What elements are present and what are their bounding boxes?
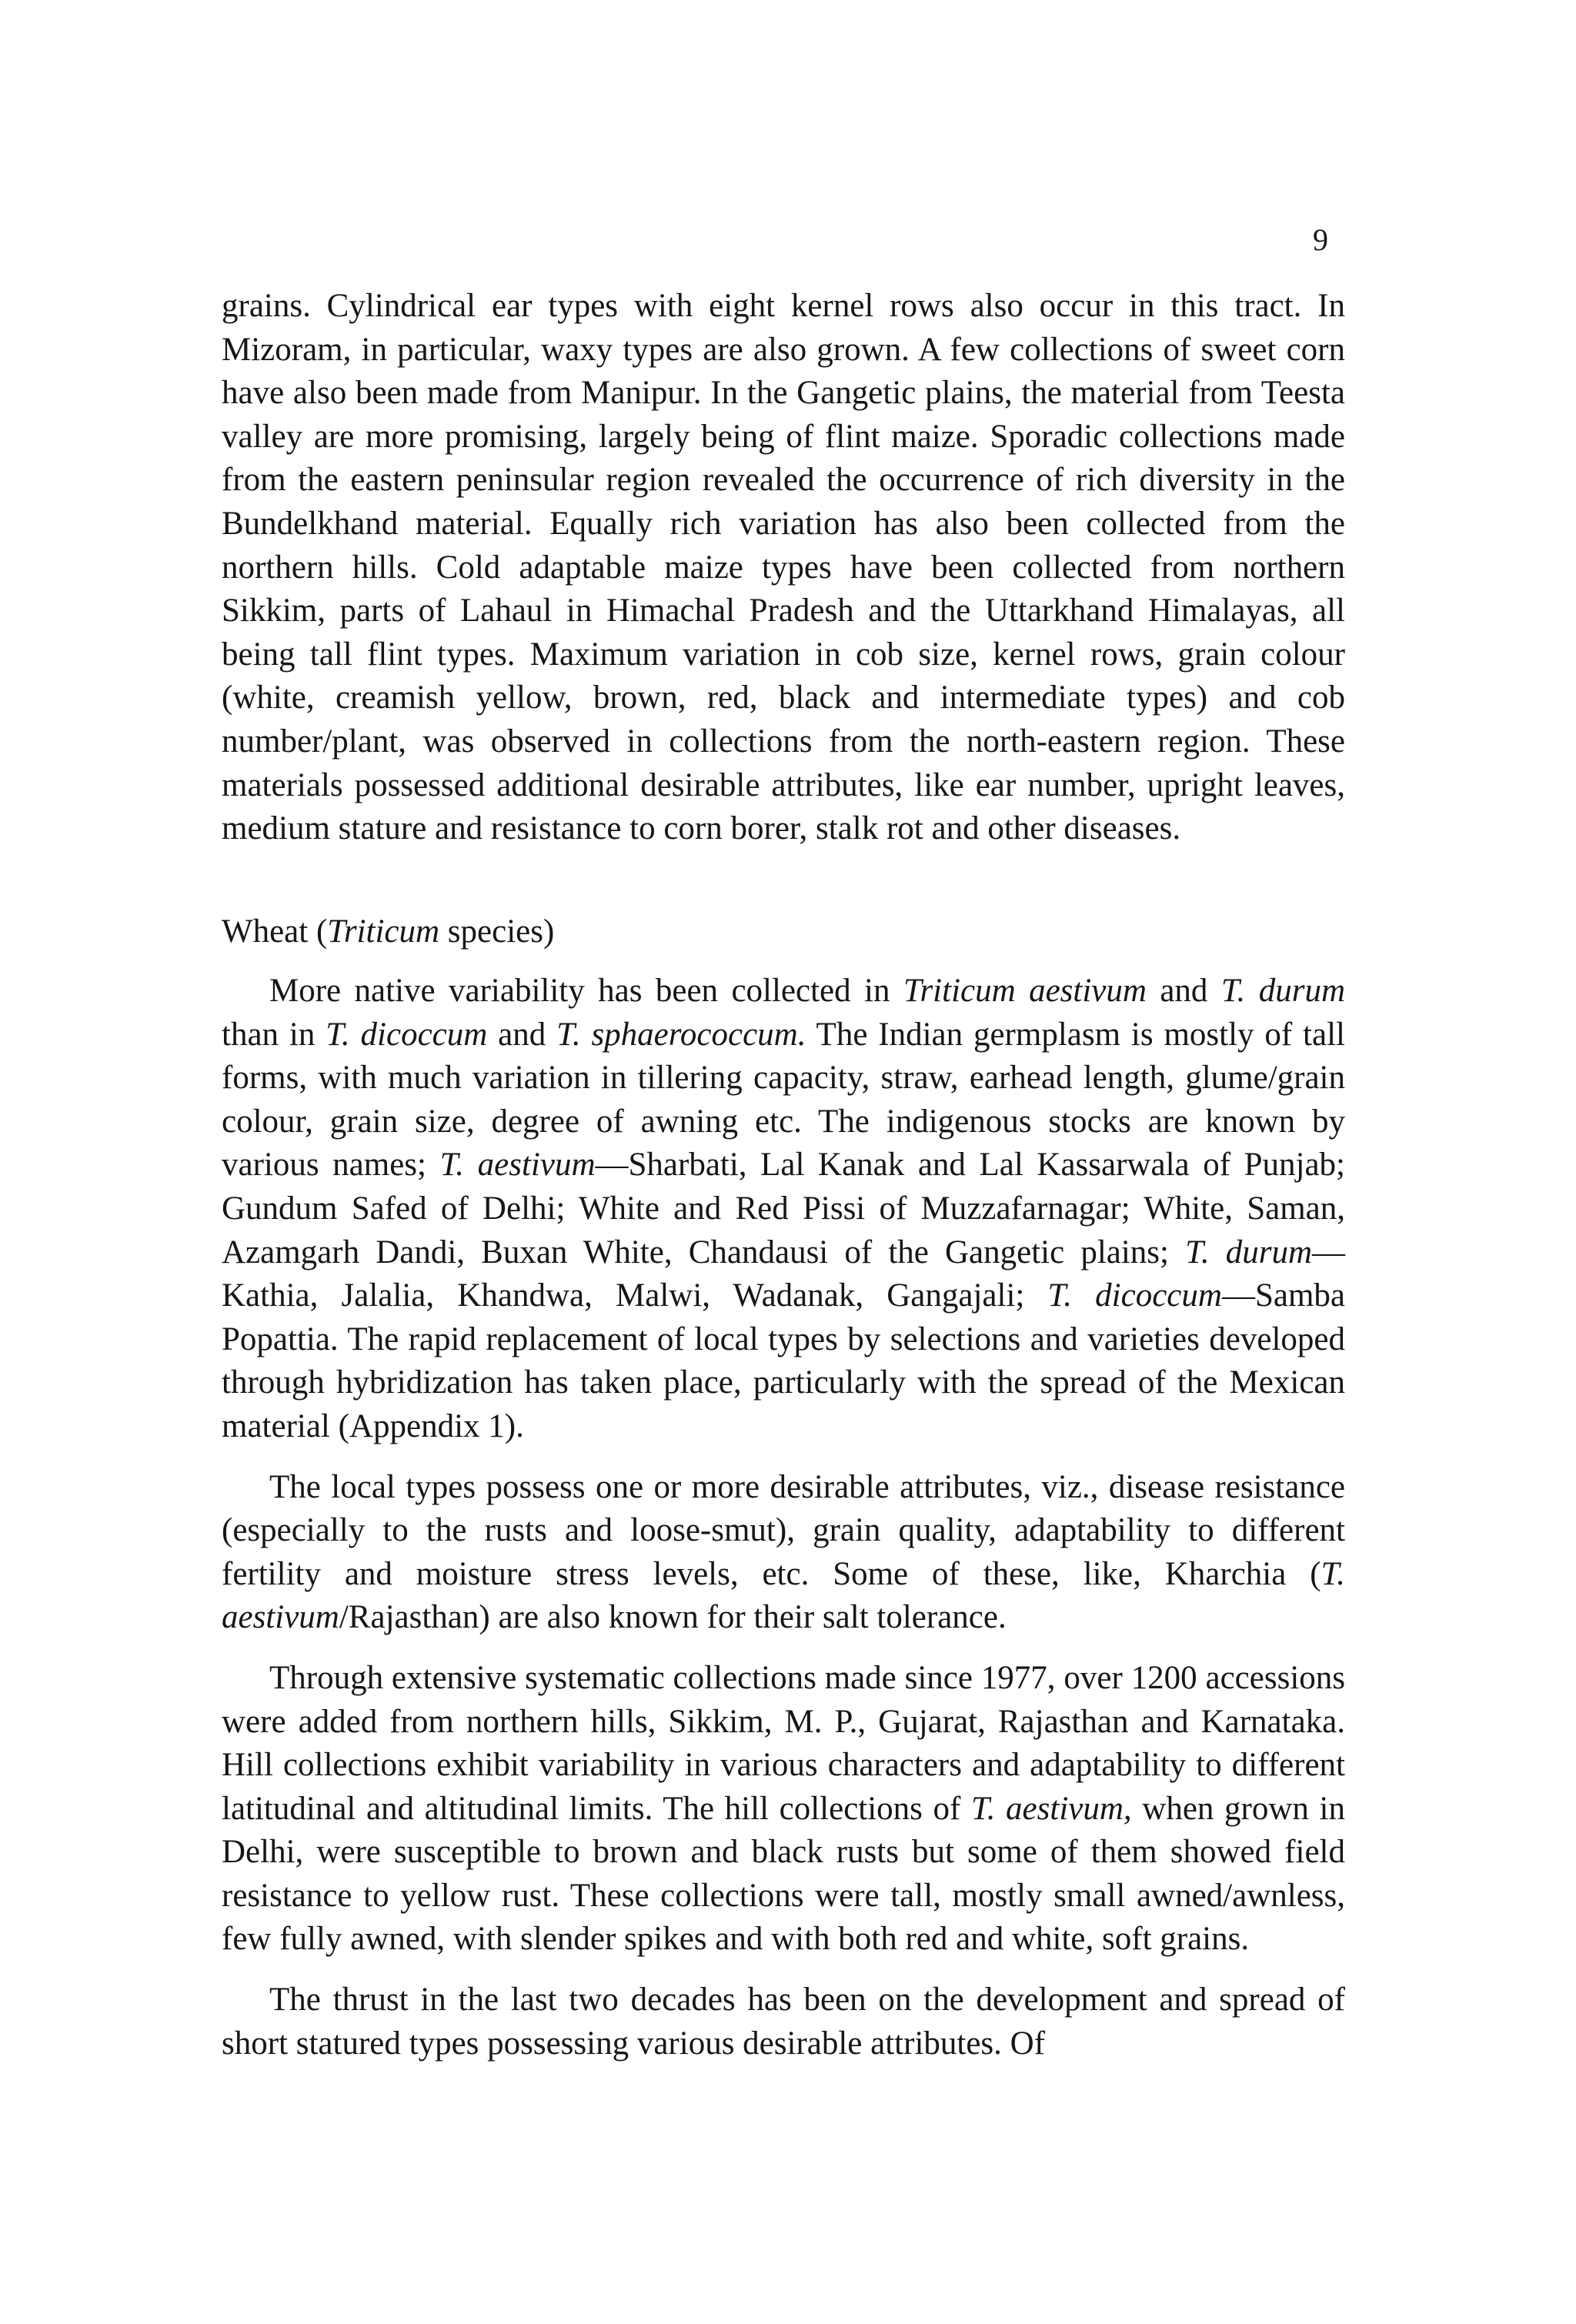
text-run: The local types possess one or more desirable attributes, viz., disease resistance (especially to the rusts and loose-smut), grain quality, adaptability to different fertility and moisture stress levels, etc. Some of these, like, Kharchia ( — [222, 1468, 1345, 1592]
wheat-paragraph-2 — [222, 1466, 1345, 1640]
page-number: 9 — [1313, 222, 1328, 257]
carryover-paragraph: grains. Cylindrical ear types with eight kernel rows also occur in this tract. In Mizoram, in particular, waxy types are also grown. A few collections of sweet corn have also been made from Manipur. In the Gangetic plains, the material from Teesta valley are more promising, largely being of flint maize. Sporadic collections made from the eastern peninsular region revealed the occurrence of rich diversity in the Bundelkhand material. Equally rich variation has also been collected from the northern hills. Cold adaptable maize types have been collected from northern Sikkim, parts of Lahaul in Himachal Pradesh and the Uttarkhand Himalayas, all being tall flint types. Maximum variation in cob size, kernel rows, grain colour (white, creamish yellow, brown, red, black and intermediate types) and cob number/plant, was observed in collections from the north-eastern region. These materials possessed additional desirable attributes, like ear number, upright leaves, medium stature and resistance to corn borer, stalk rot and other diseases. — [222, 288, 1345, 847]
text-run: Through extensive systematic collections made since 1977, over 1200 accessions were added from northern hills, Sikkim, M. P., Gujarat, Rajasthan and Karnataka. Hill collections exhibit variability in various characters and adaptability to different latitudinal and altitudinal limits. The hill collections of — [222, 1659, 1345, 1827]
text-run: The Indian germplasm is mostly of tall forms, with much variation in tillering capacity, straw, earhead length, glume/grain colour, grain size, degree of awning etc. The indigenous stocks are known by various names; — [222, 1016, 1345, 1184]
species-name: T. aestivum — [439, 1147, 596, 1184]
text-run: —Samba Popattia. The rapid replacement of local types by selections and varieties developed through hybridization has taken place, particularly with the spread of the Mexican material (Appendix 1). — [222, 1277, 1345, 1444]
maize-continuation — [222, 285, 1345, 851]
heading-paren-open: ( — [316, 913, 328, 950]
species-name: T. dicoccum — [1047, 1277, 1222, 1314]
text-run: /Rajasthan) are also known for their salt tolerance. — [339, 1599, 1007, 1636]
wheat-paragraph-3 — [222, 1657, 1345, 1962]
species-name: T. durum — [1220, 973, 1345, 1009]
text-run: More native variability has been collected in — [269, 973, 903, 1009]
species-name: T. aestivum — [222, 1555, 1345, 1636]
species-name: T. sphaerococcum. — [556, 1016, 806, 1053]
species-name: T. dicoccum — [326, 1016, 488, 1053]
wheat-section-body — [222, 970, 1345, 2065]
text-run: —Sharbati, Lal Kanak and Lal Kassarwala of Punjab; Gundum Safed of Delhi; White and Red Pissi of Muzzafarnagar; White, Saman, Azamgarh Dandi, Buxan White, Chandausi of the Gangetic plains; — [222, 1147, 1345, 1271]
species-name: T. durum — [1185, 1234, 1312, 1271]
heading-main: Wheat — [222, 913, 309, 950]
text-run: when grown in Delhi, were susceptible to brown and black rusts but some of them showed field resistance to yellow rust. These collections were tall, mostly small awned/awnless, few fully awned, with slender spikes and with both red and white, soft grains. — [222, 1790, 1345, 1958]
text-run: than in — [222, 1016, 326, 1053]
heading-genus: Triticum — [327, 913, 440, 950]
text-run: and — [1146, 973, 1221, 1009]
text-run: —Kathia, Jalalia, Khandwa, Malwi, Wadanak, Gangajali; — [222, 1234, 1345, 1314]
heading-rest: species) — [439, 913, 555, 950]
text-run: and — [487, 1016, 557, 1053]
wheat-paragraph-1 — [222, 970, 1345, 1449]
species-name: T. aestivum, — [970, 1790, 1132, 1827]
species-name: Triticum aestivum — [903, 973, 1147, 1009]
section-heading-wheat — [222, 910, 554, 953]
wheat-paragraph-4: The thrust in the last two decades has been on the development and spread of short statured types possessing various desirable attributes. Of — [222, 1982, 1345, 2062]
